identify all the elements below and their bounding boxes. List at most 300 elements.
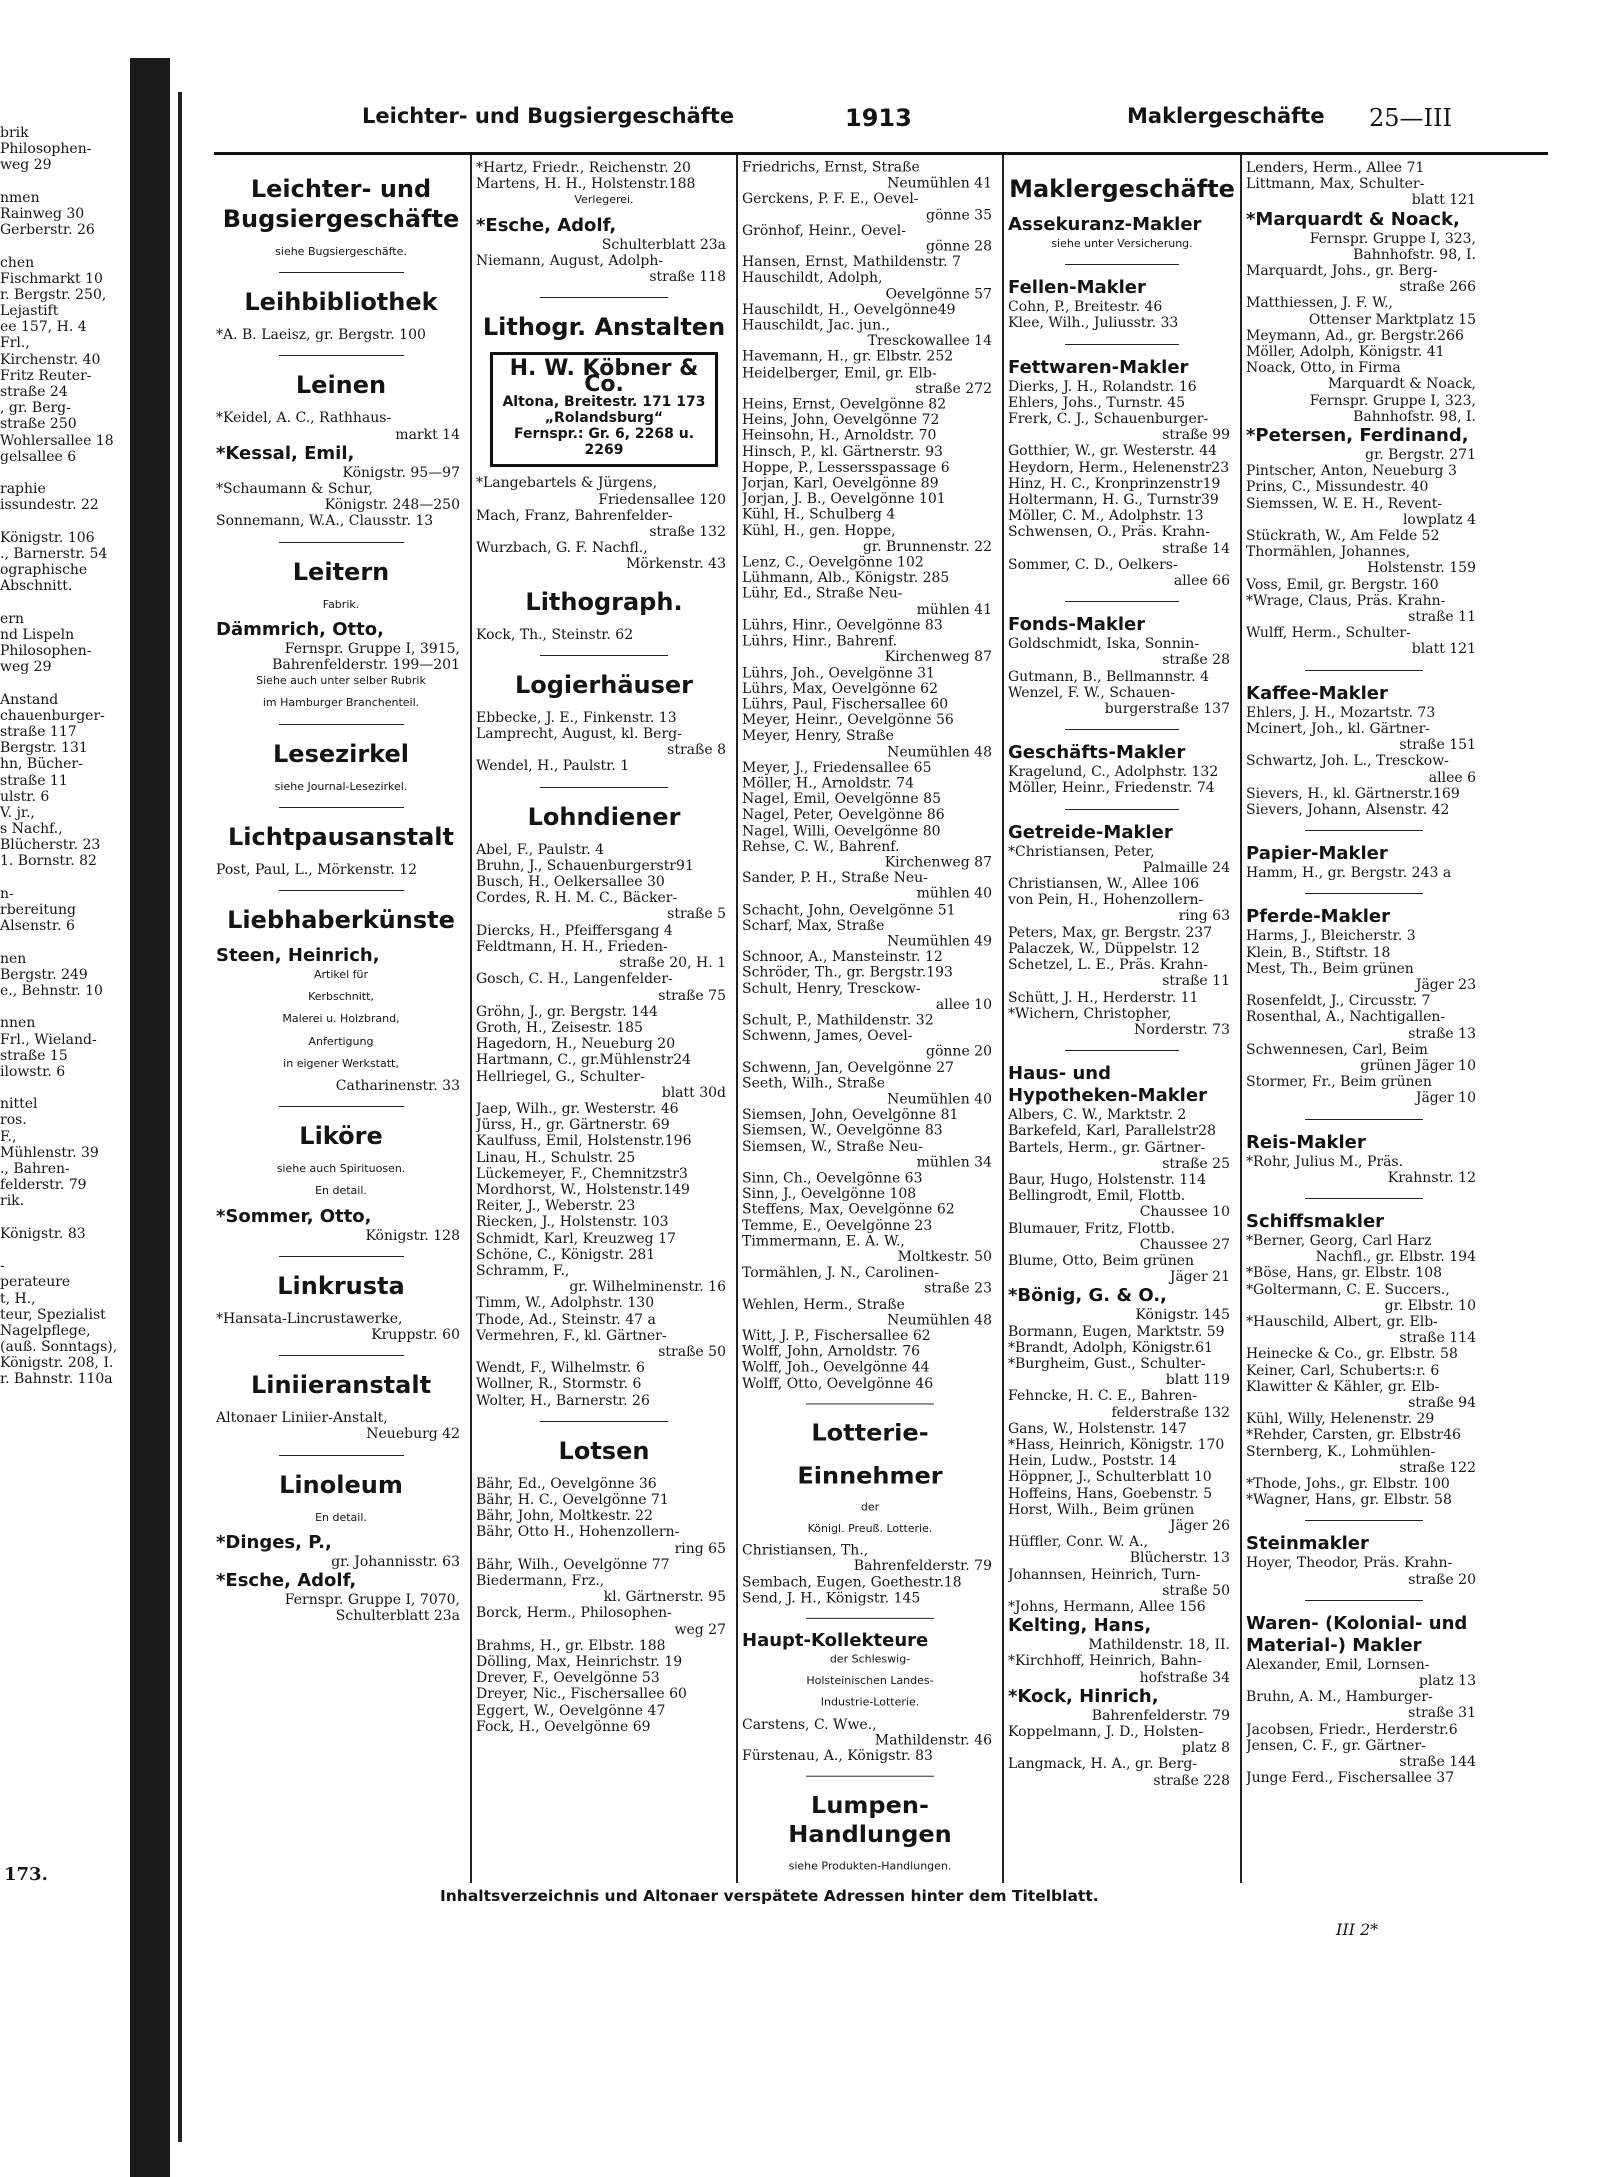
directory-entry: Lührs, Paul, Fischersallee 60: [742, 696, 949, 713]
bold-entry: Kelting, Hans,: [1008, 1615, 1152, 1637]
directory-entry: *Wagner, Hans, gr. Elbstr. 58: [1246, 1492, 1452, 1509]
left-page-line: rbereitung: [0, 902, 77, 918]
section-note: En detail.: [315, 1510, 367, 1524]
entry-continuation: Jäger 10: [1415, 1090, 1476, 1107]
directory-entry: Kühl, H., gen. Hoppe,: [742, 523, 896, 539]
entry-continuation: Palmaille 24: [1142, 859, 1230, 876]
section-divider: [1065, 729, 1179, 730]
directory-entry: Kühl, Willy, Helenenstr. 29: [1246, 1411, 1435, 1428]
left-page-line: [0, 934, 124, 950]
section-note: siehe auch Spirituosen.: [276, 1162, 406, 1176]
directory-entry: Schramm, F.,: [476, 1262, 570, 1279]
directory-entry: Hauschildt, Jac. jun.,: [742, 317, 891, 334]
entry-continuation: gönne 20: [926, 1044, 992, 1060]
directory-column-1: [216, 160, 466, 1625]
left-page-line: [0, 238, 124, 254]
entry-continuation: straße 272: [915, 381, 992, 397]
column-rule: [1002, 155, 1004, 1883]
section-heading: Leichter- und Bugsiergeschäfte: [222, 175, 460, 233]
left-page-line: Philosophen-: [0, 643, 92, 659]
section-heading: Lithograph.: [525, 587, 683, 616]
left-page-line: Königstr. 208, I.: [0, 1355, 114, 1372]
section-note: siehe unter Versicherung.: [1051, 237, 1193, 250]
section-heading: Liniieranstalt: [250, 1371, 432, 1400]
directory-entry: Wendt, F., Wilhelmstr. 6: [476, 1360, 645, 1377]
entry-continuation: straße 31: [1408, 1705, 1476, 1722]
bold-entry: Steen, Heinrich,: [216, 945, 380, 967]
directory-entry: Schütt, J. H., Herderstr. 11: [1008, 989, 1199, 1006]
left-page-line: nittel: [0, 1096, 38, 1113]
directory-entry: Ehlers, Johs., Turnstr. 45: [1008, 394, 1186, 411]
section-note: siehe Produkten-Handlungen.: [788, 1859, 952, 1873]
directory-entry: Bruhn, J., Schauenburgerstr91: [476, 857, 694, 874]
left-page-line: , gr. Berg-: [0, 400, 71, 417]
section-divider: [1305, 1119, 1423, 1120]
directory-entry: Cohn, P., Breitestr. 46: [1008, 299, 1163, 316]
bold-entry: Getreide-Makler: [1008, 821, 1173, 843]
directory-entry: Goldschmidt, Iska, Sonnin-: [1008, 636, 1200, 653]
directory-entry: Dölling, Max, Heinrichstr. 19: [476, 1654, 683, 1671]
directory-entry: Niemann, August, Adolph-: [476, 252, 664, 269]
section-note: Siehe auch unter selber Rubrik: [256, 674, 426, 688]
directory-entry: Schröder, Th., gr. Bergstr.193: [742, 965, 953, 981]
left-page-line: ulstr. 6: [0, 788, 50, 805]
directory-entry: Jorjan, Karl, Oevelgönne 89: [742, 475, 939, 492]
entry-continuation: gr. Bergstr. 271: [1365, 447, 1476, 464]
section-heading: Linkrusta: [277, 1271, 405, 1300]
directory-entry: Langmack, H. A., gr. Berg-: [1008, 1756, 1198, 1773]
left-page-line: Abschnitt.: [0, 578, 73, 595]
entry-continuation: Bahrenfelderstr. 79: [1091, 1707, 1230, 1724]
left-page-line: Gerberstr. 26: [0, 222, 95, 239]
bold-entry: Waren- (Kolonial- und: [1246, 1612, 1468, 1634]
bold-entry: *Esche, Adolf,: [216, 1570, 357, 1592]
book-spine: [130, 58, 170, 2177]
entry-continuation: Kruppstr. 60: [371, 1327, 460, 1344]
directory-entry: Schult, P., Mathildenstr. 32: [742, 1012, 934, 1029]
left-page-line: issundestr. 22: [0, 497, 99, 514]
bold-entry: Schiffsmakler: [1246, 1210, 1385, 1232]
entry-continuation: Kirchenweg 87: [884, 649, 992, 666]
directory-entry: Barkefeld, Karl, Parallelstr28: [1008, 1123, 1216, 1140]
entry-continuation: burgerstraße 137: [1104, 701, 1230, 718]
directory-entry: von Pein, H., Hohenzollern-: [1008, 892, 1204, 909]
section-note: En detail.: [315, 1184, 367, 1198]
directory-entry: Fehncke, H. C. E., Bahren-: [1008, 1388, 1197, 1405]
directory-entry: Jaep, Wilh., gr. Westerstr. 46: [476, 1100, 679, 1117]
directory-entry: Lührs, Hinr., Oevelgönne 83: [742, 617, 943, 634]
header-year: 1913: [845, 104, 912, 132]
directory-entry: Gosch, C. H., Langenfelder-: [476, 971, 673, 988]
directory-entry: Bruhn, A. M., Hamburger-: [1246, 1689, 1433, 1706]
entry-continuation: straße 99: [1162, 427, 1230, 444]
directory-entry: Temme, E., Oevelgönne 23: [742, 1217, 933, 1234]
entry-continuation: Ottenser Marktplatz 15: [1308, 311, 1476, 328]
section-divider: [806, 1776, 934, 1777]
left-page-line: Blücherstr. 23: [0, 837, 101, 854]
entry-continuation: Neumühlen 41: [887, 175, 992, 192]
directory-entry: *Schaumann & Schur,: [216, 481, 373, 498]
entry-continuation: straße 11: [1162, 973, 1230, 990]
directory-entry: *Hartz, Friedr., Reichenstr. 20: [476, 160, 691, 176]
entry-continuation: gönne 28: [926, 238, 992, 255]
directory-entry: Junge Ferd., Fischersallee 37: [1246, 1770, 1455, 1787]
left-page-line: Mühlenstr. 39: [0, 1144, 99, 1161]
entry-continuation: Neumühlen 40: [887, 1091, 992, 1108]
directory-entry: *Rohr, Julius M., Präs.: [1246, 1153, 1404, 1170]
advertisement-line: Altona, Breitestr. 171 173: [502, 393, 706, 410]
section-divider: [806, 1403, 934, 1404]
directory-entry: Diercks, H., Pfeiffersgang 4: [476, 922, 673, 939]
directory-entry: Bähr, Wilh., Oevelgönne 77: [476, 1556, 670, 1573]
directory-entry: Gerckens, P. F. E., Oevel-: [742, 191, 919, 208]
directory-entry: *Wrage, Claus, Präs. Krahn-: [1246, 592, 1446, 609]
directory-entry: Scharf, Max, Straße: [742, 917, 885, 934]
left-page-line: Alsenstr. 6: [0, 918, 75, 935]
directory-entry: Meymann, Ad., gr. Bergstr.266: [1246, 327, 1464, 344]
directory-entry: Blume, Otto, Beim grünen: [1008, 1252, 1195, 1269]
section-heading: Linoleum: [279, 1470, 403, 1499]
running-header: [362, 104, 1548, 148]
left-page-line: Königstr. 106: [0, 529, 95, 546]
section-heading: Lotterie-: [811, 1418, 929, 1447]
directory-entry: Bähr, John, Moltkestr. 22: [476, 1508, 653, 1525]
entry-continuation: platz 8: [1181, 1740, 1230, 1757]
section-note: Verlegerei.: [574, 193, 634, 207]
directory-entry: Hellriegel, G., Schulter-: [476, 1068, 645, 1085]
directory-entry: Lückemeyer, F., Chemnitzstr3: [476, 1165, 688, 1182]
entry-continuation: straße 28: [1162, 652, 1230, 669]
directory-entry: *Langebartels & Jürgens,: [476, 475, 658, 492]
bold-entry: *Kock, Hinrich,: [1008, 1685, 1159, 1707]
entry-continuation: straße 23: [924, 1281, 992, 1297]
directory-entry: Eggert, W., Oevelgönne 47: [476, 1702, 666, 1719]
left-page-line: weg 29: [0, 157, 52, 174]
directory-entry: Hoffeins, Hans, Goebenstr. 5: [1008, 1485, 1213, 1502]
directory-entry: Frerk, C. J., Schauenburger-: [1008, 411, 1209, 428]
section-divider: [540, 787, 668, 788]
directory-entry: Ebbecke, J. E., Finkenstr. 13: [476, 709, 677, 726]
entry-continuation: gönne 35: [926, 207, 992, 223]
section-heading: Leinen: [295, 371, 387, 400]
entry-continuation: gr. Elbstr. 10: [1384, 1297, 1476, 1314]
entry-continuation: lowplatz 4: [1402, 511, 1476, 528]
directory-entry: Palaczek, W., Düppelstr. 12: [1008, 940, 1200, 957]
section-note: der: [860, 1500, 880, 1514]
directory-entry: Lührs, Joh., Oevelgönne 31: [742, 665, 935, 681]
directory-entry: Send, J. H., Königstr. 145: [742, 1590, 921, 1607]
bold-entry: Fonds-Makler: [1008, 614, 1146, 636]
entry-continuation: blatt 30d: [661, 1084, 726, 1101]
directory-entry: Baur, Hugo, Holstenstr. 114: [1008, 1171, 1207, 1188]
entry-continuation: straße 132: [649, 524, 726, 541]
directory-entry: Horst, Wilh., Beim grünen: [1008, 1501, 1195, 1518]
directory-entry: Möller, Adolph, Königstr. 41: [1246, 344, 1445, 361]
directory-entry: Hein, Ludw., Poststr. 14: [1008, 1453, 1177, 1470]
section-divider: [1065, 344, 1179, 345]
bold-entry: Haus- und: [1008, 1063, 1111, 1085]
entry-continuation: Königstr. 95—97: [342, 464, 460, 481]
left-page-line: [0, 1242, 124, 1258]
directory-entry: Jürss, H., gr. Gärtnerstr. 69: [476, 1117, 670, 1134]
entry-continuation: hofstraße 34: [1139, 1669, 1230, 1686]
entry-continuation: gr. Wilhelminenstr. 16: [569, 1279, 726, 1296]
directory-entry: Hartmann, C., gr.Mühlenstr24: [476, 1052, 692, 1069]
directory-entry: Koppelmann, J. D., Holsten-: [1008, 1724, 1204, 1741]
left-page-line: Philosophen-: [0, 141, 92, 158]
directory-entry: *Keidel, A. C., Rathhaus-: [216, 410, 392, 427]
advertisement-line: Fernspr.: Gr. 6, 2268 u. 2269: [513, 426, 695, 459]
directory-entry: Wolff, Otto, Oevelgönne 46: [742, 1375, 934, 1392]
section-divider: [279, 1355, 404, 1356]
directory-entry: *Böse, Hans, gr. Elbstr. 108: [1246, 1265, 1443, 1282]
left-page-line: ilowstr. 6: [0, 1063, 66, 1080]
directory-entry: Gutmann, B., Bellmannstr. 4: [1008, 668, 1209, 685]
entry-continuation: Fernspr. Gruppe I, 323,: [1309, 392, 1476, 409]
directory-entry: Holtermann, H. G., Turnstr39: [1008, 492, 1219, 509]
left-page-line: ., Bahren-: [0, 1161, 70, 1177]
directory-entry: Johannsen, Heinrich, Turn-: [1008, 1566, 1201, 1583]
left-page-line: Nagelpflege,: [0, 1322, 91, 1339]
entry-continuation: Krahnstr. 12: [1387, 1169, 1476, 1186]
section-divider: [279, 890, 404, 891]
directory-entry: Lührs, Hinr., Bahrenf.: [742, 633, 898, 650]
directory-entry: *Kirchhoff, Heinrich, Bahn-: [1008, 1653, 1202, 1670]
section-note: Malerei u. Holzbrand,: [282, 1012, 400, 1026]
directory-entry: Christiansen, Th.,: [742, 1543, 869, 1559]
left-page-line: gelsallee 6: [0, 448, 77, 465]
section-heading: Einnehmer: [797, 1461, 943, 1490]
bold-entry: *Petersen, Ferdinand,: [1246, 425, 1469, 447]
directory-entry: Brahms, H., gr. Elbstr. 188: [476, 1637, 666, 1654]
header-section-right: Maklergeschäfte: [1127, 104, 1325, 128]
directory-entry: Wenzel, F. W., Schauen-: [1008, 684, 1176, 701]
directory-entry: Drever, F., Oevelgönne 53: [476, 1670, 660, 1687]
entry-continuation: Mathildenstr. 18, II.: [1088, 1637, 1230, 1654]
section-divider: [279, 355, 404, 356]
directory-entry: *Hansata-Lincrustawerke,: [216, 1310, 403, 1327]
directory-entry: Gröhn, J., gr. Bergstr. 144: [476, 1003, 658, 1020]
left-page-line: ros.: [0, 1112, 27, 1129]
directory-entry: Wollner, R., Stormstr. 6: [476, 1376, 642, 1393]
entry-continuation: Jäger 21: [1169, 1269, 1230, 1286]
entry-continuation: Friedensallee 120: [598, 491, 726, 508]
directory-entry: *Christiansen, Peter,: [1008, 843, 1155, 860]
directory-entry: Littmann, Max, Schulter-: [1246, 176, 1425, 193]
entry-continuation: straße 5: [667, 906, 726, 923]
directory-entry: Grönhof, Heinr., Oevel-: [742, 223, 907, 239]
directory-entry: Bähr, H. C., Oevelgönne 71: [476, 1491, 669, 1508]
directory-entry: Nagel, Emil, Oevelgönne 85: [742, 791, 941, 808]
entry-continuation: straße 25: [1162, 1155, 1230, 1172]
section-divider: [540, 1421, 668, 1422]
directory-entry: Noack, Otto, in Firma: [1246, 360, 1401, 377]
entry-continuation: Marquardt & Noack,: [1327, 376, 1476, 393]
directory-entry: Timm, W., Adolphstr. 130: [476, 1295, 655, 1312]
directory-entry: Mordhorst, W., Holstenstr.149: [476, 1181, 690, 1198]
left-page-line: F.,: [0, 1128, 17, 1145]
directory-entry: Jorjan, J. B., Oevelgönne 101: [742, 491, 946, 508]
directory-entry: Matthiessen, J. F. W.,: [1246, 295, 1393, 312]
entry-continuation: markt 14: [395, 426, 460, 443]
left-page-line: teur, Spezialist: [0, 1306, 106, 1323]
left-page-line: e., Behnstr. 10: [0, 982, 103, 999]
bold-entry: Hypotheken-Makler: [1008, 1085, 1207, 1107]
directory-entry: Fürstenau, A., Königstr. 83: [742, 1748, 933, 1765]
left-page-line: Anstand: [0, 691, 59, 708]
directory-entry: Schacht, John, Oevelgönne 51: [742, 902, 956, 918]
directory-entry: Schwenn, James, Oevel-: [742, 1028, 913, 1045]
directory-entry: Groth, H., Zeisestr. 185: [476, 1019, 643, 1036]
footer-note: Inhaltsverzeichnis und Altonaer verspätete Adressen hinter dem Titelblatt.: [440, 1887, 1099, 1905]
left-page-line: chauenburger-: [0, 707, 105, 724]
directory-entry: Harms, J., Bleicherstr. 3: [1246, 928, 1416, 945]
section-divider: [1065, 1050, 1179, 1051]
left-page-line: Wohlersallee 18: [0, 432, 114, 449]
section-note: Königl. Preuß. Lotterie.: [807, 1522, 933, 1536]
directory-entry: Kock, Th., Steinstr. 62: [476, 626, 634, 643]
left-page-line: nd Lispeln: [0, 626, 75, 643]
entry-continuation: straße 266: [1399, 279, 1476, 296]
directory-entry: Möller, Heinr., Friedenstr. 74: [1008, 780, 1215, 797]
directory-entry: Rehse, C. W., Bahrenf.: [742, 838, 900, 855]
entry-continuation: Fernspr. Gruppe I, 323,: [1309, 230, 1476, 247]
left-page-line: weg 29: [0, 659, 52, 676]
directory-entry: Sievers, H., kl. Gärtnerstr.169: [1246, 785, 1460, 802]
section-divider: [279, 807, 404, 808]
section-note: Artikel für: [313, 968, 369, 982]
section-heading: Lichtpausanstalt: [228, 822, 454, 851]
section-note: der Schleswig-: [829, 1652, 911, 1666]
directory-entry: Christiansen, W., Allee 106: [1008, 876, 1200, 893]
left-page-line: brik: [0, 125, 29, 141]
section-divider: [1065, 809, 1179, 810]
section-note: Industrie-Lotterie.: [820, 1696, 920, 1709]
header-section-left: Leichter- und Bugsiergeschäfte: [362, 104, 735, 128]
entry-continuation: Oevelgönne 57: [885, 286, 992, 302]
left-page-line: Lejastift: [0, 303, 59, 320]
section-divider: [540, 297, 668, 298]
directory-entry: Ehlers, J. H., Mozartstr. 73: [1246, 704, 1436, 721]
directory-entry: Lamprecht, August, kl. Berg-: [476, 726, 682, 743]
directory-entry: Schwensen, O., Präs. Krahn-: [1008, 524, 1210, 541]
left-page-line: raphie: [0, 481, 46, 498]
directory-entry: Bähr, Ed., Oevelgönne 36: [476, 1475, 657, 1492]
entry-continuation: Bahnhofstr. 98, I.: [1353, 408, 1476, 425]
directory-entry: Meyer, J., Friedensallee 65: [742, 760, 932, 776]
bold-entry: Fettwaren-Makler: [1008, 356, 1189, 378]
directory-entry: Voss, Emil, gr. Bergstr. 160: [1246, 576, 1439, 593]
directory-entry: Siemsen, W., Straße Neu-: [742, 1138, 923, 1155]
left-page-line: chen: [0, 254, 35, 271]
entry-continuation: Schulterblatt 23a: [601, 236, 726, 253]
section-note: siehe Journal-Lesezirkel.: [274, 779, 408, 793]
entry-continuation: straße 20: [1408, 1571, 1476, 1588]
left-page-line: nnen: [0, 1015, 36, 1032]
entry-continuation: Neueburg 42: [366, 1426, 460, 1443]
directory-entry: Prins, C., Missundestr. 40: [1246, 479, 1429, 496]
entry-continuation: mühlen 40: [916, 886, 992, 902]
left-page-number: 173.: [4, 1864, 48, 1885]
directory-entry: Marquardt, Johs., gr. Berg-: [1246, 263, 1438, 280]
directory-column-3: [742, 160, 998, 1880]
directory-entry: Mcinert, Joh., kl. Gärtner-: [1246, 720, 1431, 737]
directory-entry: Meyer, Heinr., Oevelgönne 56: [742, 712, 954, 729]
directory-entry: Heins, Ernst, Oevelgönne 82: [742, 396, 947, 413]
directory-entry: Steffens, Max, Oevelgönne 62: [742, 1202, 955, 1218]
directory-entry: Wurzbach, G. F. Nachfl.,: [476, 540, 648, 557]
entry-continuation: allee 10: [935, 996, 992, 1013]
left-page-line: [0, 1210, 124, 1226]
directory-entry: Sternberg, K., Lohmühlen-: [1246, 1443, 1436, 1460]
header-page-number: 25—III: [1369, 104, 1452, 132]
directory-entry: Wolff, John, Arnoldstr. 76: [742, 1344, 921, 1360]
left-page-fragment: [0, 125, 124, 1388]
directory-entry: Bähr, Otto H., Hohenzollern-: [476, 1524, 680, 1541]
directory-entry: Fock, H., Oevelgönne 69: [476, 1718, 651, 1735]
directory-entry: Schetzel, L. E., Präs. Krahn-: [1008, 957, 1208, 974]
directory-entry: Peters, Max, gr. Bergstr. 237: [1008, 924, 1213, 941]
directory-entry: *Hass, Heinrich, Königstr. 170: [1008, 1436, 1225, 1453]
section-note: im Hamburger Branchenteil.: [262, 696, 420, 710]
section-divider: [1065, 264, 1179, 265]
section-note: Kerbschnitt,: [308, 990, 374, 1004]
directory-entry: Lenders, Herm., Allee 71: [1246, 160, 1425, 176]
bold-entry: Papier-Makler: [1246, 843, 1388, 865]
left-page-line: ee 157, H. 4: [0, 319, 87, 336]
bold-entry: *Esche, Adolf,: [476, 214, 617, 236]
bold-entry: Fellen-Makler: [1008, 277, 1146, 299]
directory-entry: Meyer, Henry, Straße: [742, 728, 894, 745]
entry-continuation: straße 151: [1399, 737, 1476, 754]
entry-continuation: felderstraße 132: [1111, 1404, 1230, 1421]
directory-entry: Martens, H. H., Holstenstr.188: [476, 176, 696, 193]
directory-entry: Schwennesen, Carl, Beim: [1246, 1041, 1428, 1058]
entry-continuation: straße 8: [667, 742, 726, 759]
directory-entry: Riecken, J., Holstenstr. 103: [476, 1214, 669, 1231]
column-rule: [736, 155, 738, 1883]
bold-entry: Geschäfts-Makler: [1008, 742, 1186, 764]
directory-entry: Wendel, H., Paulstr. 1: [476, 758, 630, 775]
directory-entry: Schwenn, Jan, Oevelgönne 27: [742, 1060, 954, 1076]
entry-continuation: Holstenstr. 159: [1367, 560, 1476, 577]
left-page-line: Fischmarkt 10: [0, 270, 103, 287]
entry-continuation: grünen Jäger 10: [1360, 1057, 1476, 1074]
entry-continuation: blatt 119: [1165, 1372, 1230, 1389]
left-page-line: 1. Bornstr. 82: [0, 853, 97, 870]
directory-entry: Sonnemann, W.A., Clausstr. 13: [216, 513, 434, 530]
left-page-line: Frl., Wieland-: [0, 1031, 97, 1048]
directory-entry: Hamm, H., gr. Bergstr. 243 a: [1246, 865, 1452, 882]
section-divider: [1305, 893, 1423, 894]
section-heading: Lithogr. Anstalten: [482, 313, 726, 342]
left-page-line: r. Bergstr. 250,: [0, 286, 107, 303]
left-page-line: ern: [0, 610, 24, 627]
entry-continuation: Jäger 23: [1415, 976, 1476, 993]
directory-entry: Kaulfuss, Emil, Holstenstr.196: [476, 1133, 692, 1150]
directory-entry: Bellingrodt, Emil, Flottb.: [1008, 1188, 1186, 1205]
section-divider: [806, 1618, 934, 1619]
directory-entry: *Berner, Georg, Carl Harz: [1246, 1232, 1432, 1249]
directory-entry: Hinz, H. C., Kronprinzenstr19: [1008, 475, 1221, 492]
directory-entry: Borck, Herm., Philosophen-: [476, 1605, 672, 1622]
bold-entry: *Marquardt & Noack,: [1246, 208, 1460, 230]
directory-entry: Schnoor, A., Mansteinstr. 12: [742, 949, 943, 966]
entry-continuation: Bahnhofstr. 98, I.: [1353, 246, 1476, 263]
entry-continuation: blatt 121: [1411, 192, 1476, 209]
directory-entry: Witt, J. P., Fischersallee 62: [742, 1328, 931, 1345]
directory-entry: Seeth, Wilh., Straße: [742, 1075, 886, 1092]
